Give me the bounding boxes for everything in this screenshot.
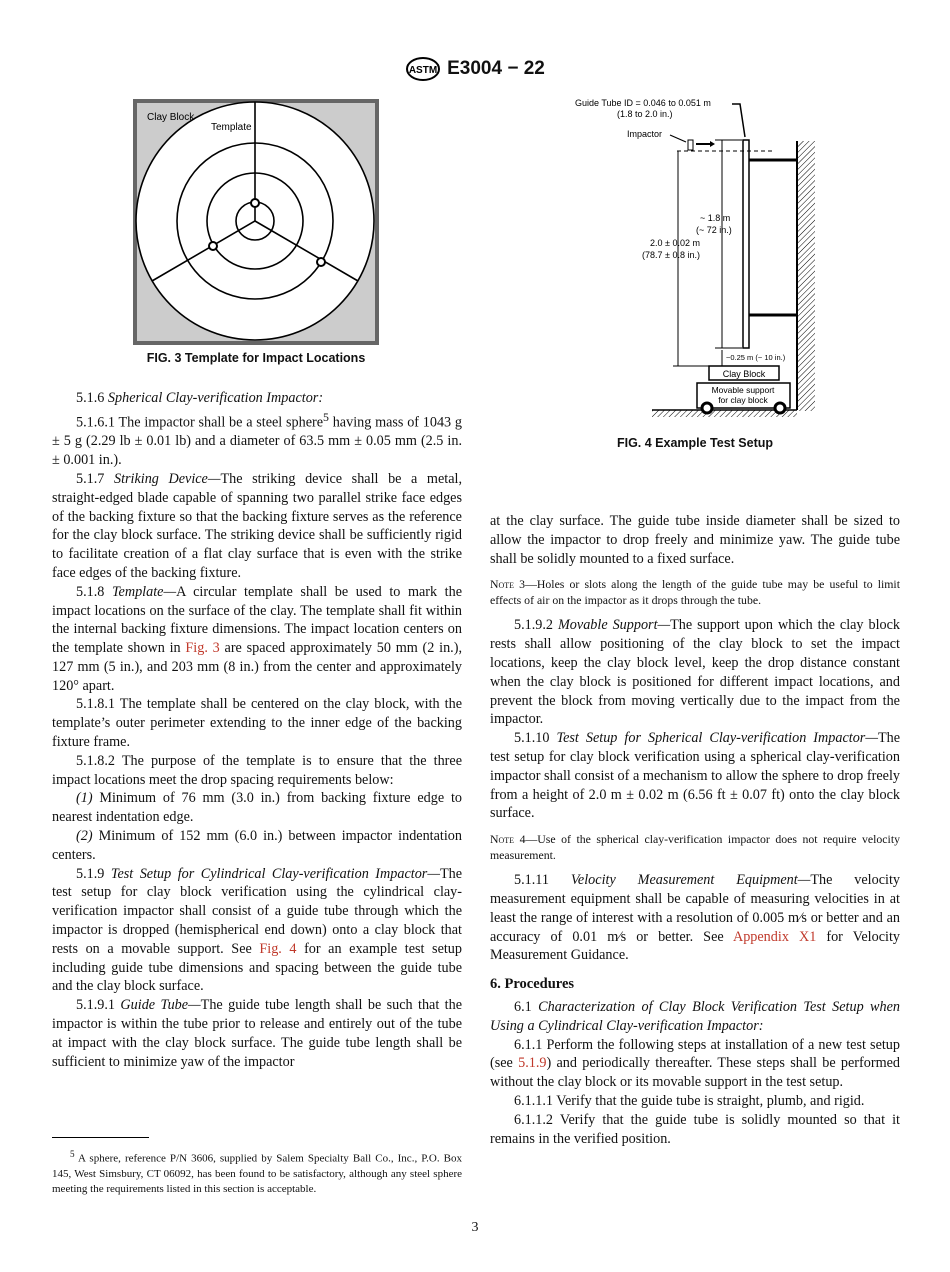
drop-height-label: 2.0 ± 0.02 m: [650, 238, 700, 248]
text: having mass of 1043 g ± 5 g (2.29 lb ± 0.01 lb) and a diameter of 63.5 mm ± 0.05 mm (2.5 in. ± 0.001 in.).: [52, 414, 462, 469]
text: 6.1: [514, 998, 539, 1015]
figure-3-caption: FIG. 3 Template for Impact Locations: [146, 351, 366, 365]
text: Minimum of 152 mm (6.0 in.) between impactor indentation centers.: [52, 828, 462, 863]
text: A circular template shall be used to mark the impact locations on the surface of the clay. The template shall fit within the internal backing fixture dimensions. The impact location centers on the template shown in: [52, 583, 462, 657]
term: Guide Tube—: [120, 997, 201, 1014]
text: for Velocity Measurement Guidance.: [490, 928, 900, 964]
right-column: [490, 512, 900, 1148]
term: Movable Support—: [557, 617, 671, 634]
length-in-label: (~ 72 in.): [696, 225, 732, 235]
item-number: (2): [76, 828, 93, 845]
note-label: Note 4: [490, 832, 526, 847]
left-column: [52, 389, 462, 1071]
note-text: —Holes or slots along the length of the guide tube may be useful to limit effects of air on the impactor as it drops through the tube.: [490, 577, 900, 608]
note-text: —Use of the spherical clay-verification impactor does not require velocity measurement.: [490, 832, 901, 863]
text: The test setup for clay block verification using the cylindrical clay-verification impactor shall consist of a guide tube through which the impactor is dropped (hemispherical end down) onto a clay block that rests on a movable support. See: [52, 865, 462, 957]
text: The guide tube length shall be such that the impactor is within the tube prior to release and entirely out of the tube at impact with the clay block surface. The guide tube length shall be sufficient to minimize yaw of the impactor: [52, 997, 462, 1070]
figure-3-template-diagram: [133, 99, 380, 346]
text: are spaced approximately 50 mm (2 in.), 127 mm (5 in.), and 203 mm (8 in.) from the center and approximately 120° apart.: [52, 640, 463, 694]
text: 5.1.9.2: [514, 617, 558, 634]
term: Test Setup for Spherical Clay-verification Impactor—: [556, 730, 878, 747]
fig4-link[interactable]: Fig. 4: [259, 940, 297, 957]
gap-label: ~0.25 m (~ 10 in.): [726, 353, 786, 362]
text: The support upon which the clay block rests shall allow positioning of the clay block to set the impact locations, keep the clay block level, keep the drop distance constant when the clay block is positioned for different impact locations, and prevent the block from moving vertically due to the impact from the impactor.: [490, 617, 901, 728]
term: Velocity Measurement Equipment—: [570, 872, 811, 889]
paragraph: 6.1.1.2 Verify that the guide tube is solidly mounted so that it remains in the verified position.: [490, 1111, 900, 1147]
footnote: [52, 1147, 462, 1197]
term: Template—: [111, 583, 177, 600]
footnote-ref: 5: [323, 409, 329, 424]
fig3-link[interactable]: Fig. 3: [185, 640, 220, 657]
paragraph: 5.1.8.2 The purpose of the template is to ensure that the three impact locations meet the drop spacing requirements below:: [52, 752, 462, 788]
text: 5.1.7: [76, 470, 114, 487]
item-number: (1): [76, 790, 93, 807]
text: The test setup for clay block verification using a spherical clay-verification impactor shall consist of a mechanism to allow the sphere to drop freely from a height of 2.0 m ± 0.02 m (6.56 ft ± 0.07 ft) onto the clay block surface.: [490, 730, 901, 822]
text: 5.1.8: [76, 583, 112, 600]
clay-block-label: Clay Block: [147, 112, 195, 123]
footnote-marker: 5: [70, 1149, 75, 1159]
paragraph: 6.1.1.1 Verify that the guide tube is straight, plumb, and rigid.: [514, 1092, 865, 1109]
text: 5.1.10: [514, 730, 557, 747]
term: Test Setup for Cylindrical Clay-verification Impactor—: [110, 865, 440, 882]
text: ) and periodically thereafter. These steps shall be performed without the clay block or its movable support in the test setup.: [490, 1055, 901, 1091]
term: Striking Device—: [113, 470, 221, 487]
tube-id-label: Guide Tube ID = 0.046 to 0.051 m: [575, 98, 711, 108]
footnote-text: A sphere, reference P/N 3606, supplied by Salem Specialty Ball Co., Inc., P.O. Box 145, West Simsbury, CT 06092, has been found to be satisfactory, although any steel sphere meeting the requirements listed in this section is acceptable.: [52, 1152, 462, 1195]
page-number: 3: [471, 1220, 479, 1235]
section-number: 5.1.6: [76, 390, 108, 406]
text: for an example test setup including guide tube dimensions and spacing between the guide tube and the clay block surface.: [52, 940, 462, 995]
text: 5.1.9.1: [76, 997, 121, 1014]
drop-height-in-label: (78.7 ± 0.8 in.): [642, 250, 700, 260]
support-label-2: for clay block: [718, 395, 768, 405]
note-label: Note 3: [490, 577, 526, 592]
svg-text:ASTM: ASTM: [408, 65, 438, 76]
template-label: Template: [211, 122, 252, 133]
support-label: Movable support: [711, 385, 775, 395]
text: 5.1.6.1 The impactor shall be a steel sphere: [76, 414, 324, 431]
figure-4-test-setup-diagram: [560, 90, 820, 420]
term: Characterization of Clay Block Verification Test Setup when Using a Cylindrical Clay-verification Impactor:: [490, 998, 901, 1034]
standard-designation: E3004 − 22: [447, 58, 545, 80]
section-title: Spherical Clay-verification Impactor:: [107, 390, 324, 406]
length-label: ~ 1.8 m: [700, 213, 731, 223]
figure-4-caption: FIG. 4 Example Test Setup: [616, 436, 774, 450]
tube-id-in-label: (1.8 to 2.0 in.): [617, 109, 673, 119]
footnote-divider: [52, 1137, 149, 1138]
text: The striking device shall be a metal, straight-edged blade capable of spanning two parallel strike face edges of the backing fixture so that the backing fixture serves as the reference for the clay block surface. The striking device shall be sufficiently rigid to facilitate creation of a flat clay surface that is even with the strike face edges of the backing fixture.: [52, 470, 462, 581]
text: Minimum of 76 mm (3.0 in.) from backing fixture edge to nearest indentation edge.: [52, 790, 462, 826]
paragraph: 5.1.8.1 The template shall be centered on the clay block, with the template’s outer perimeter extending to the inner edge of the backing fixture frame.: [52, 696, 462, 751]
page-header: [0, 56, 950, 82]
clay-block-label: Clay Block: [722, 369, 766, 379]
impactor-label: Impactor: [627, 129, 663, 139]
section-5-1-9-link[interactable]: 5.1.9: [518, 1055, 547, 1072]
text: 6.1.1 Perform the following steps at installation of a new test setup (see: [490, 1036, 900, 1072]
text: 5.1.11: [514, 872, 571, 889]
text: 5.1.9: [76, 865, 111, 882]
text: The velocity measurement equipment shall be capable of measuring velocities in at least the range of interest with a resolution of 0.005 m⁄s or better and an accuracy of 0.01 m⁄s or better. See: [490, 872, 900, 945]
paragraph: at the clay surface. The guide tube inside diameter shall be sized to allow the impactor to drop freely and minimize yaw. The guide tube shall be solidly mounted to a fixed surface.: [490, 513, 900, 567]
section-heading: 6. Procedures: [490, 976, 575, 993]
astm-logo-icon: [405, 56, 441, 82]
appendix-x1-link[interactable]: Appendix X1: [732, 928, 817, 945]
